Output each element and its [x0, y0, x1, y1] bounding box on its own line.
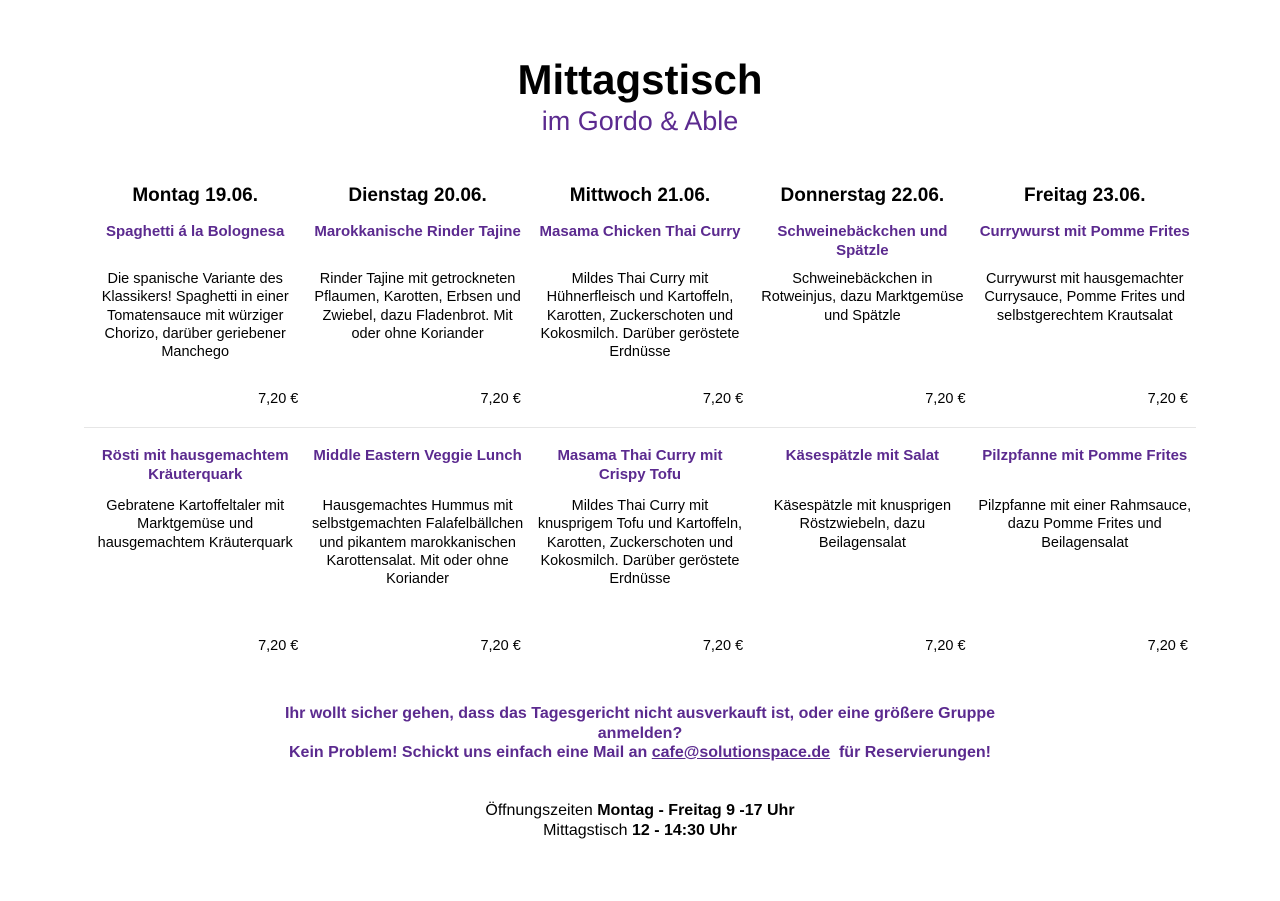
dish-description: Pilzpfanne mit einer Rahmsauce, dazu Pomme Frites und Beilagensalat [978, 498, 1192, 551]
dish-price: 7,20 € [480, 391, 521, 407]
menu-item [306, 223, 528, 417]
menu-row-2 [84, 447, 1196, 657]
day-thursday: Donnerstag 22.06. [780, 185, 945, 206]
dish-name: Rösti mit hausgemachtem Kräuterquark [101, 447, 289, 483]
menu-item [974, 223, 1196, 417]
dish-description: Käsespätzle mit knusprigen Röstzwiebeln, dazu Beilagensalat [773, 498, 952, 551]
day-wednesday: Mittwoch 21.06. [569, 185, 711, 206]
menu-item [974, 447, 1196, 657]
dish-name: Masama Thai Curry mit Crispy Tofu [557, 447, 723, 483]
dish-name: Currywurst mit Pomme Frites [979, 223, 1190, 240]
dish-name: Schweinebäckchen und Spätzle [777, 223, 948, 259]
dish-description: Mildes Thai Curry mit knusprigem Tofu und Kartoffeln, Karotten, Zuckerschoten und Kokosmilch. Darüber geröstete Erdnüsse [537, 498, 743, 588]
lunch-label: Mittagstisch [543, 821, 632, 839]
reservation-line-2: anmelden? [597, 724, 683, 742]
dish-description: Currywurst mit hausgemachter Currysauce, Pomme Frites und selbstgerechtem Krautsalat [984, 271, 1186, 324]
dish-name: Marokkanische Rinder Tajine [314, 223, 521, 240]
reservation-prefix: Kein Problem! Schickt uns einfach eine Mail an [288, 744, 652, 761]
reservation-note [0, 704, 1280, 763]
menu-item [529, 447, 751, 657]
opening-hours-line [0, 801, 1280, 821]
dish-price: 7,20 € [258, 638, 299, 654]
page-subtitle: im Gordo & Able [541, 106, 739, 136]
day-friday: Freitag 23.06. [1024, 185, 1146, 206]
dish-price: 7,20 € [1147, 391, 1188, 407]
row-divider [84, 427, 1196, 428]
menu-item [751, 447, 973, 657]
dish-description: Mildes Thai Curry mit Hühnerfleisch und Kartoffeln, Karotten, Zuckerschoten und Kokosmilch. Darüber geröstete Erdnüsse [540, 271, 740, 361]
dish-name: Käsespätzle mit Salat [785, 447, 940, 464]
day-tuesday: Dienstag 20.06. [348, 185, 487, 206]
page-title: Mittagstisch [517, 56, 763, 103]
menu-row-1 [84, 223, 1196, 417]
dish-description: Die spanische Variante des Klassikers! Spaghetti in einer Tomatensauce mit würziger Chorizo, darüber geriebener Manchego [101, 271, 289, 361]
menu-item [84, 223, 306, 417]
dish-price: 7,20 € [1147, 638, 1188, 654]
dish-description: Schweinebäckchen in Rotweinjus, dazu Marktgemüse und Spätzle [761, 271, 964, 324]
reservation-suffix: für Reservierungen! [830, 744, 992, 761]
dish-name: Masama Chicken Thai Curry [539, 223, 741, 240]
menu-item [84, 447, 306, 657]
dish-name: Pilzpfanne mit Pomme Frites [982, 447, 1188, 464]
dish-name: Middle Eastern Veggie Lunch [313, 447, 522, 464]
lunch-value: 12 - 14:30 Uhr [631, 821, 737, 839]
lunch-hours-line [0, 821, 1280, 841]
dish-price: 7,20 € [702, 638, 744, 654]
day-headers [84, 184, 1196, 208]
opening-value: Montag - Freitag 9 -17 Uhr [597, 802, 795, 819]
dish-price: 7,20 € [480, 638, 521, 654]
opening-hours [0, 801, 1280, 840]
dish-price: 7,20 € [702, 391, 744, 407]
email-link[interactable]: cafe@solutionspace.de [651, 744, 831, 761]
dish-description: Gebratene Kartoffeltaler mit Marktgemüse und hausgemachtem Kräuterquark [97, 498, 293, 551]
dish-description: Hausgemachtes Hummus mit selbstgemachten Falafelbällchen und pikantem marokkanischen Karottensalat. Mit oder ohne Koriander [311, 498, 524, 588]
opening-label: Öffnungszeiten [485, 802, 598, 819]
day-monday: Montag 19.06. [132, 185, 259, 206]
dish-description: Rinder Tajine mit getrockneten Pflaumen, Karotten, Erbsen und Zwiebel, dazu Fladenbrot. Mit oder ohne Koriander [314, 271, 521, 342]
dish-name: Spaghetti á la Bolognesa [106, 223, 285, 240]
dish-price: 7,20 € [925, 391, 966, 407]
dish-price: 7,20 € [258, 391, 299, 407]
menu-item [306, 447, 528, 657]
reservation-line-1: Ihr wollt sicher gehen, dass das Tagesgericht nicht ausverkauft ist, oder eine größere Gruppe [284, 705, 996, 722]
header [0, 56, 1280, 138]
dish-price: 7,20 € [925, 638, 966, 654]
reservation-line-3 [0, 743, 1280, 763]
menu-item [751, 223, 973, 417]
menu-item [529, 223, 751, 417]
